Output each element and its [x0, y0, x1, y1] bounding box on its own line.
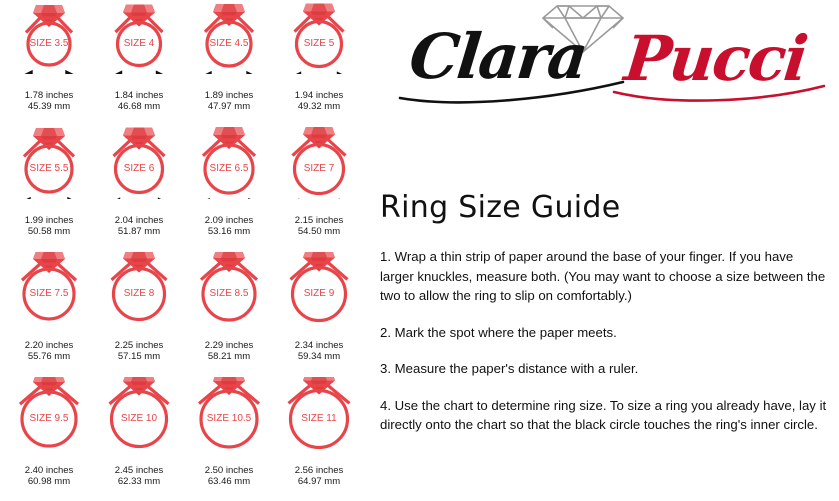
ring-illustration	[184, 252, 274, 324]
ring-measurement-inches: 2.40 inches	[24, 465, 74, 476]
brand-name-last: Pucci	[621, 22, 810, 95]
guide-step-3: 3. Measure the paper's distance with a ruler.	[380, 361, 639, 376]
ring-size-label: SIZE 5	[303, 38, 335, 49]
ring-measurement-mm: 63.46 mm	[207, 476, 251, 487]
ring-illustration	[274, 127, 364, 199]
ring-measurement	[184, 215, 274, 237]
ring-size-label: SIZE 11	[301, 413, 337, 424]
ring-size-cell[interactable]	[184, 2, 274, 122]
ring-size-chart	[0, 0, 362, 501]
ring-illustration	[184, 127, 274, 199]
ring-measurement	[94, 340, 184, 362]
ring-measurement-mm: 64.97 mm	[297, 476, 341, 487]
ring-size-cell[interactable]	[274, 252, 364, 372]
ring-size-label: SIZE 5.5	[29, 163, 69, 174]
swash-underline-icon	[398, 78, 628, 106]
ring-measurement-mm: 50.58 mm	[27, 226, 71, 237]
guide-section	[380, 190, 828, 452]
ring-size-label: SIZE 8.5	[209, 288, 249, 299]
ring-size-label: SIZE 8	[123, 288, 155, 299]
ring-size-cell[interactable]	[274, 377, 364, 497]
ring-measurement-mm: 51.87 mm	[117, 226, 161, 237]
ring-size-cell[interactable]	[94, 2, 184, 122]
ring-size-cell[interactable]	[184, 252, 274, 372]
ring-size-cell[interactable]	[274, 2, 364, 122]
ring-measurement	[274, 215, 364, 237]
ring-measurement	[4, 340, 94, 362]
ring-measurement-mm: 45.39 mm	[27, 101, 71, 112]
ring-measurement-mm: 59.34 mm	[297, 351, 341, 362]
ring-measurement-mm: 46.68 mm	[117, 101, 161, 112]
ring-measurement-inches: 2.34 inches	[294, 340, 344, 351]
ring-size-label: SIZE 10.5	[206, 413, 252, 424]
ring-measurement	[274, 90, 364, 112]
ring-size-label: SIZE 9	[303, 288, 335, 299]
ring-measurement	[4, 215, 94, 237]
ring-measurement-mm: 53.16 mm	[207, 226, 251, 237]
ring-illustration	[94, 252, 184, 324]
ring-measurement-inches: 1.84 inches	[114, 90, 164, 101]
ring-illustration	[184, 377, 274, 449]
ring-measurement-inches: 2.04 inches	[114, 215, 164, 226]
guide-step-2: 2. Mark the spot where the paper meets.	[380, 324, 617, 340]
ring-measurement-inches: 2.20 inches	[24, 340, 74, 351]
ring-measurement-mm: 60.98 mm	[27, 476, 71, 487]
ring-illustration	[4, 2, 94, 74]
ring-size-cell[interactable]	[4, 252, 94, 372]
ring-measurement-inches: 2.09 inches	[204, 215, 254, 226]
ring-size-cell[interactable]	[4, 2, 94, 122]
ring-size-label: SIZE 6	[123, 163, 155, 174]
ring-size-label: SIZE 7	[303, 163, 335, 174]
ring-measurement	[94, 90, 184, 112]
ring-illustration	[274, 2, 364, 74]
ring-illustration	[184, 2, 274, 74]
swash-underline-red-icon	[612, 78, 827, 106]
ring-measurement-inches: 2.45 inches	[114, 465, 164, 476]
ring-measurement-inches: 2.25 inches	[114, 340, 164, 351]
ring-measurement	[4, 90, 94, 112]
brand-name-first: Clara	[406, 20, 590, 93]
ring-measurement-inches: 2.56 inches	[294, 465, 344, 476]
ring-measurement	[184, 465, 274, 487]
ring-measurement-mm: 54.50 mm	[297, 226, 341, 237]
ring-size-cell[interactable]	[274, 127, 364, 247]
ring-measurement-inches: 2.29 inches	[204, 340, 254, 351]
ring-measurement-mm: 58.21 mm	[207, 351, 251, 362]
ring-measurement	[274, 465, 364, 487]
ring-measurement-inches: 1.94 inches	[294, 90, 344, 101]
ring-measurement-inches: 2.50 inches	[204, 465, 254, 476]
ring-size-cell[interactable]	[184, 127, 274, 247]
ring-size-cell[interactable]	[4, 127, 94, 247]
ring-measurement	[94, 465, 184, 487]
ring-measurement	[274, 340, 364, 362]
ring-illustration	[274, 252, 364, 324]
ring-measurement-mm: 49.32 mm	[297, 101, 341, 112]
ring-measurement	[4, 465, 94, 487]
ring-size-label: SIZE 10	[120, 413, 158, 424]
ring-size-label: SIZE 3.5	[29, 38, 69, 49]
ring-measurement-mm: 55.76 mm	[27, 351, 71, 362]
guide-step-4: 4. Use the chart to determine ring size. To size a ring you already have, lay it directly onto the chart so that the black circle touches the ring's inner circle.	[380, 397, 827, 432]
ring-measurement-inches: 1.99 inches	[24, 215, 74, 226]
ring-size-label: SIZE 4	[123, 38, 155, 49]
ring-illustration	[94, 2, 184, 74]
ring-illustration	[94, 377, 184, 449]
ring-illustration	[4, 127, 94, 199]
ring-illustration	[4, 252, 94, 324]
ring-measurement-mm: 47.97 mm	[207, 101, 251, 112]
guide-title: Ring Size Guide	[380, 190, 621, 225]
guide-step-1: 1. Wrap a thin strip of paper around the base of your finger. If you have larger knuckles, measure both. (You may want to choose a size between the two to allow the ring to slip on comfortably.)	[380, 249, 826, 303]
ring-size-cell[interactable]	[4, 377, 94, 497]
ring-size-label: SIZE 4.5	[209, 38, 249, 49]
ring-size-cell[interactable]	[94, 127, 184, 247]
ring-illustration	[274, 377, 364, 449]
ring-size-cell[interactable]	[184, 377, 274, 497]
ring-size-label: SIZE 7.5	[29, 288, 69, 299]
ring-measurement-mm: 62.33 mm	[117, 476, 161, 487]
ring-measurement	[184, 90, 274, 112]
ring-illustration	[4, 377, 94, 449]
ring-measurement-mm: 57.15 mm	[117, 351, 161, 362]
ring-size-label: SIZE 9.5	[29, 413, 69, 424]
ring-illustration	[94, 127, 184, 199]
ring-measurement-inches: 2.15 inches	[294, 215, 344, 226]
ring-measurement-inches: 1.78 inches	[24, 90, 74, 101]
ring-measurement-inches: 1.89 inches	[204, 90, 254, 101]
ring-size-cell[interactable]	[94, 252, 184, 372]
ring-measurement	[184, 340, 274, 362]
ring-size-cell[interactable]	[94, 377, 184, 497]
brand-logo	[380, 0, 835, 120]
ring-size-label: SIZE 6.5	[209, 163, 249, 174]
ring-measurement	[94, 215, 184, 237]
